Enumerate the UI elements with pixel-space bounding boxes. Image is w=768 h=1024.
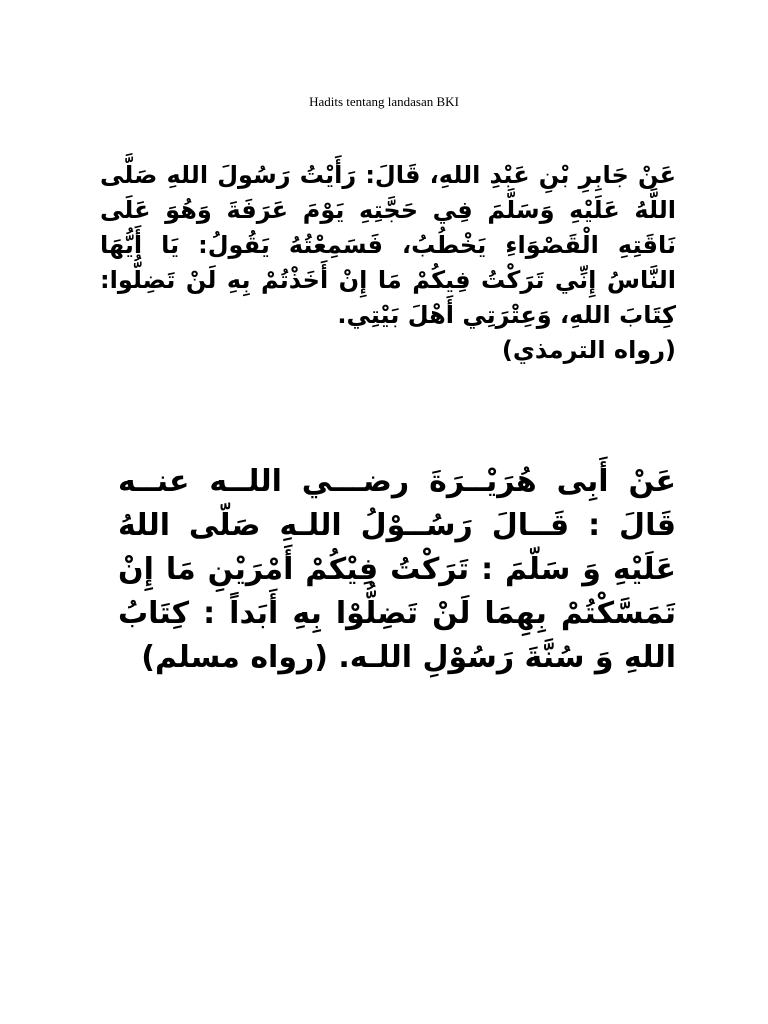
hadith-tirmidhi-text: عَنْ جَابِرِ بْنِ عَبْدِ اللهِ، قَالَ: رَأَيْتُ رَسُولَ اللهِ صَلَّى اللَّهُ عَلَيْهِ وَسَلَّمَ فِي حَجَّتِهِ يَوْمَ عَرَفَةَ وَهُوَ عَلَى نَاقَتِهِ الْقَصْوَاءِ يَخْطُبُ، فَسَمِعْتُهُ يَقُولُ: يَا أَيُّهَا النَّاسُ إِنِّي تَرَكْتُ فِيكُمْ مَا إِنْ أَخَذْتُمْ بِهِ لَنْ تَضِلُّوا: كِتَابَ اللهِ، وَعِتْرَتِي أَهْلَ بَيْتِي. (100, 161, 676, 329)
hadith-tirmidhi (100, 158, 676, 368)
document-title: Hadits tentang landasan BKI (309, 94, 459, 109)
hadith-tirmidhi-source: (رواه الترمذي) (501, 336, 676, 364)
hadith-muslim-text: عَنْ أَبِى هُرَيْــرَةَ رضـــي اللــه عنــه قَالَ : قَــالَ رَسُــوْلُ اللـهِ صَلّى اللهُ عَلَيْهِ وَ سَلّمَ : تَرَكْتُ فِيْكُمْ أَمْرَيْنِ مَا إِنْ تَمَسَّكْتُمْ بِهِمَا لَنْ تَضِلُّوْا بِهِ أَبَداً : كِتَابُ اللهِ وَ سُنَّةَ رَسُوْلِ اللـه. (رواه مسلم) (118, 464, 676, 675)
hadith-muslim (118, 460, 676, 680)
